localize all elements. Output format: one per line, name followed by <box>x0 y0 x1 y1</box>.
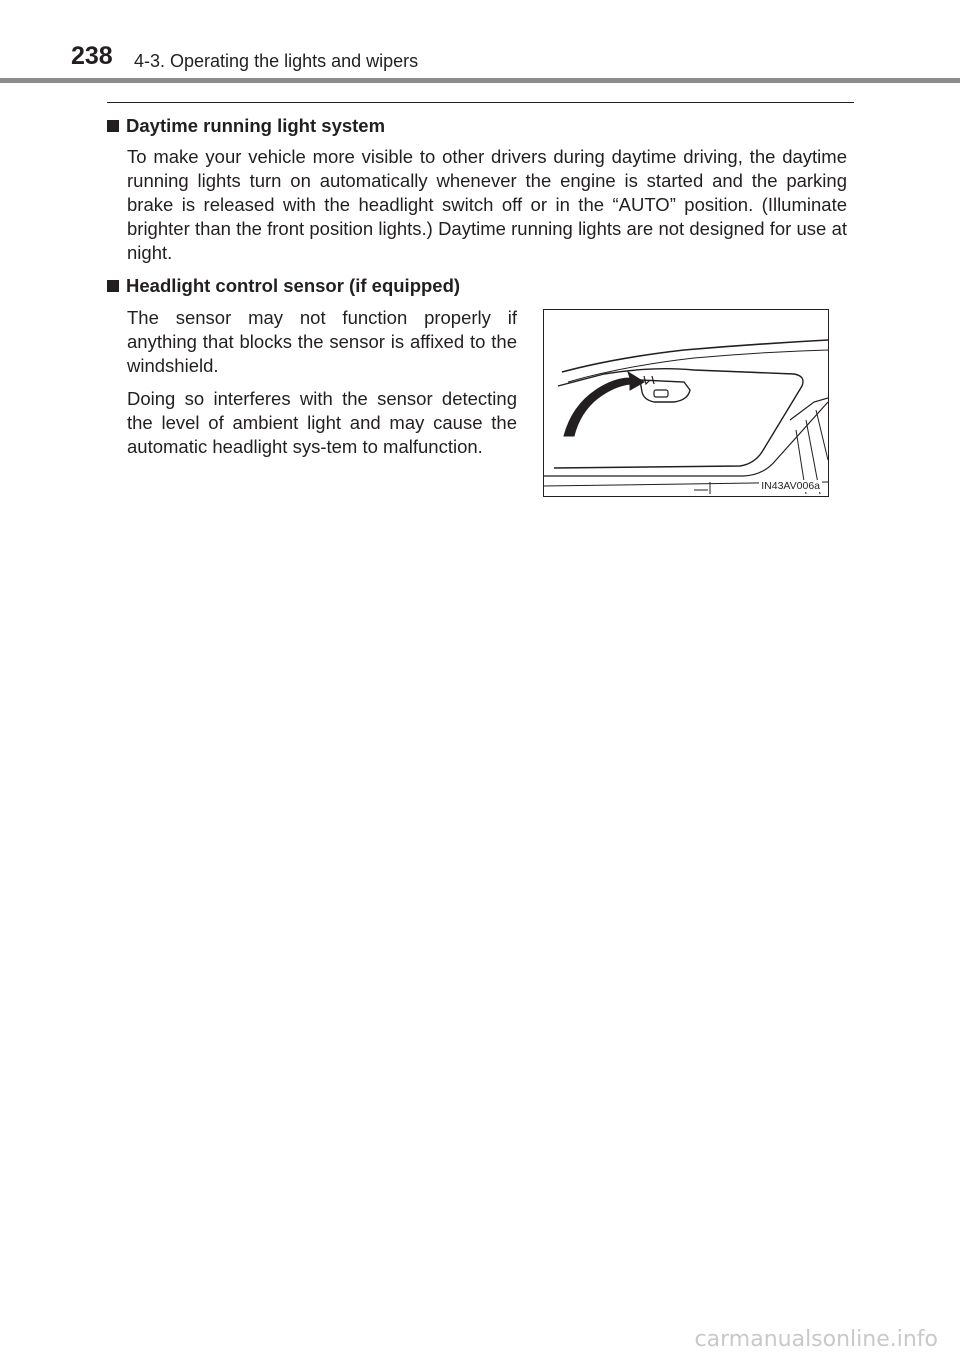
section-title: 4-3. Operating the lights and wipers <box>134 51 419 71</box>
section-heading-text: Daytime running light system <box>126 115 386 136</box>
paragraph: Doing so interferes with the sensor detecting the level of ambient light and may cause the automatic headlight sys-tem to malfunction. <box>127 388 517 457</box>
figure-code: IN43AV006a <box>761 480 820 492</box>
sensor-text-column <box>127 306 517 459</box>
page-header <box>0 0 960 84</box>
section-daytime-running-light <box>107 114 847 265</box>
section-heading <box>107 114 847 138</box>
section-heading-text: Headlight control sensor (if equipped) <box>126 275 461 296</box>
sensor-figure <box>543 309 829 497</box>
section-headlight-control-sensor <box>107 274 847 298</box>
paragraph: To make your vehicle more visible to other drivers during daytime driving, the daytime running lights turn on automatically whenever the engine is started and the parking brake is released with the headlight switch off or in the “AUTO” position. (Illuminate brighter than the front position lights.) Daytime running lights are not designed for use at night. <box>127 146 847 263</box>
section-heading <box>107 274 847 298</box>
watermark: carmanualsonline.info <box>694 1327 938 1352</box>
content-divider <box>107 102 854 103</box>
header-rule <box>0 78 960 83</box>
square-bullet-icon <box>107 280 119 292</box>
square-bullet-icon <box>107 120 119 132</box>
windshield-sensor-icon <box>544 310 828 496</box>
paragraph: The sensor may not function properly if anything that blocks the sensor is affixed to the windshield. <box>127 307 517 376</box>
page-number: 238 <box>71 42 113 70</box>
